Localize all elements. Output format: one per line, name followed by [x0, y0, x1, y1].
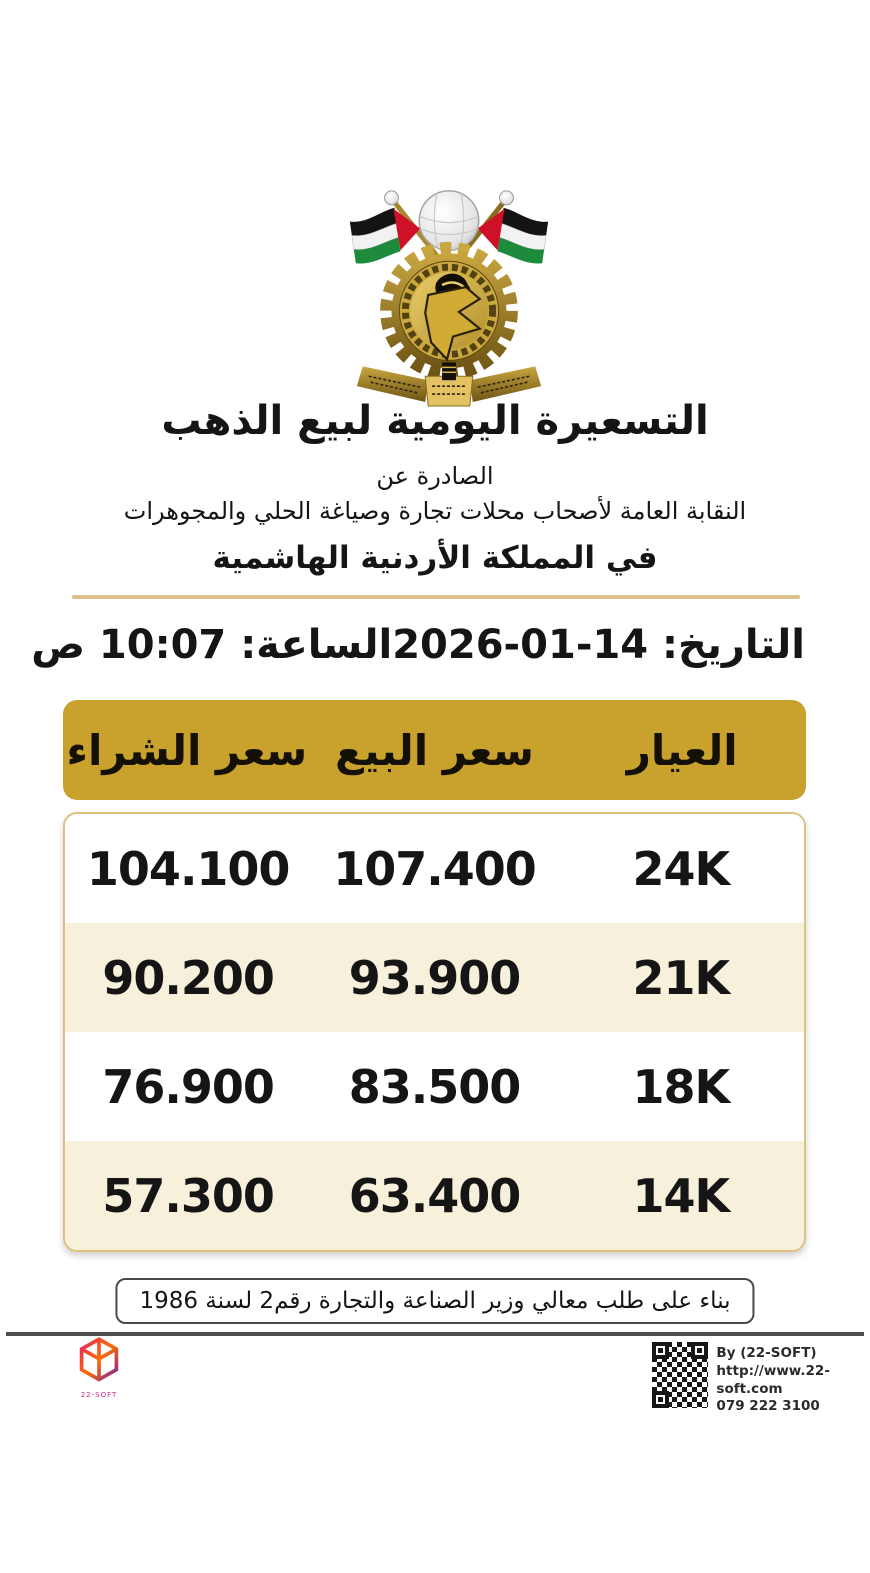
- cell-karat: 24K: [632, 841, 730, 896]
- gold-divider: [72, 595, 800, 599]
- cell-karat: 21K: [632, 950, 730, 1005]
- price-table-header: [63, 700, 806, 800]
- cell-karat: 14K: [632, 1168, 730, 1223]
- table-row: [65, 923, 804, 1032]
- cell-sell: 107.400: [333, 841, 536, 896]
- credit-lines: [716, 1342, 870, 1416]
- table-row: [65, 1032, 804, 1141]
- date-time-row: [31, 614, 805, 676]
- cell-karat: 18K: [632, 1059, 730, 1114]
- column-header-buy: سعر الشراء: [66, 725, 308, 775]
- qr-finder-icon: [691, 1342, 708, 1359]
- credit-by: By (22-SOFT): [716, 1345, 817, 1361]
- cell-buy: 104.100: [86, 841, 290, 896]
- time-text: 10:07 ص: [31, 622, 227, 668]
- credit-phone: 079 222 3100: [716, 1398, 820, 1415]
- time-label: الساعة:: [240, 622, 393, 668]
- cube-logo-caption: 22-SOFT: [80, 1391, 118, 1399]
- cell-buy: 57.300: [102, 1168, 274, 1223]
- date-label: التاريخ:: [662, 622, 805, 668]
- syndicate-emblem-logo: [335, 172, 563, 408]
- footer-divider: [6, 1332, 864, 1336]
- date-value: [392, 622, 805, 668]
- cell-sell: 83.500: [348, 1059, 521, 1114]
- organization-line: النقابة العامة لأصحاب محلات تجارة وصياغة الحلي والمجوهرات: [123, 497, 747, 525]
- emblem-graphic: [335, 172, 563, 408]
- country-line: في المملكة الأردنية الهاشمية: [212, 540, 658, 576]
- qr-code: [652, 1342, 708, 1408]
- cell-buy: 90.200: [102, 950, 274, 1005]
- qr-finder-icon: [652, 1391, 669, 1408]
- column-header-sell: سعر البيع: [335, 725, 534, 775]
- price-table-body: [63, 812, 806, 1252]
- issued-by-line: الصادرة عن: [376, 462, 494, 490]
- software-logo: [66, 1336, 132, 1399]
- page-title: التسعيرة اليومية لبيع الذهب: [161, 398, 709, 444]
- cell-buy: 76.900: [102, 1059, 274, 1114]
- table-row: [65, 1141, 804, 1250]
- qr-finder-icon: [652, 1342, 669, 1359]
- cell-sell: 93.900: [348, 950, 521, 1005]
- credit-block: [652, 1342, 870, 1416]
- cell-sell: 63.400: [348, 1168, 521, 1223]
- time-value: [31, 622, 392, 668]
- cube-logo-icon: [77, 1336, 121, 1386]
- date-text: 14-01-2026: [392, 622, 649, 668]
- credit-url[interactable]: http://www.22-soft.com: [716, 1362, 830, 1397]
- legal-note: بناء على طلب معالي وزير الصناعة والتجارة رقم2 لسنة 1986: [115, 1278, 754, 1324]
- table-row: [65, 814, 804, 923]
- column-header-karat: العيار: [626, 725, 738, 775]
